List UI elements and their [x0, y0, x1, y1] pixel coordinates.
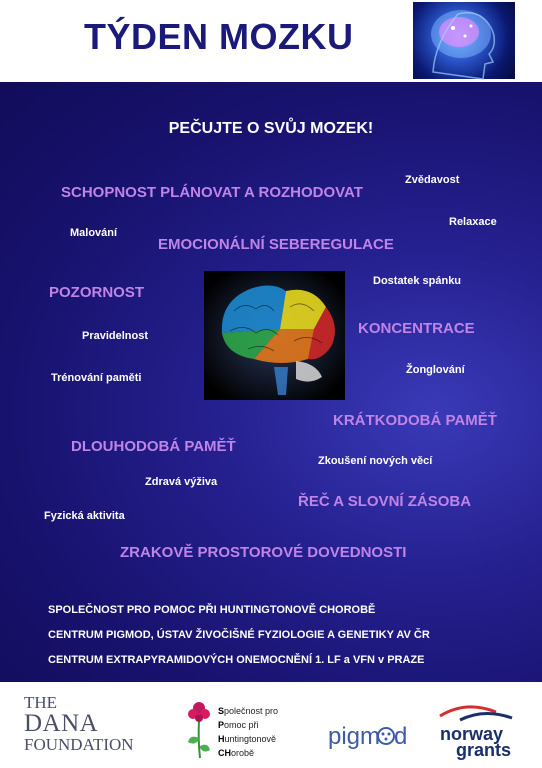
organizer-extrapyramidal: CENTRUM EXTRAPYRAMIDOVÝCH ONEMOCNĚNÍ 1. LF a VFN v PRAZE — [48, 654, 425, 666]
huntington-text: orobě — [231, 748, 255, 758]
organizer-pigmod: CENTRUM PIGMOD, ÚSTAV ŽIVOČIŠNÉ FYZIOLOGIE A GENETIKY AV ČR — [48, 629, 430, 641]
term-sleep: Dostatek spánku — [373, 275, 462, 287]
huntington-text: untingtonově — [224, 734, 277, 744]
header — [0, 0, 542, 82]
page-title: TÝDEN MOZKU — [84, 16, 354, 57]
term-regularity: Pravidelnost — [82, 330, 149, 342]
huntington-initial: CH — [218, 748, 231, 758]
dana-logo-line: THE — [24, 693, 58, 712]
term-relaxation: Relaxace — [449, 216, 497, 228]
organizer-huntington: SPOLEČNOST PRO POMOC PŘI HUNTINGTONOVĚ CHOROBĚ — [48, 604, 376, 616]
dana-foundation-logo — [24, 694, 134, 753]
norway-grants-logo — [436, 702, 520, 758]
grants-logo-word: grants — [456, 740, 512, 760]
huntington-text: omoc při — [224, 720, 259, 730]
term-speech-vocabulary: ŘEČ A SLOVNÍ ZÁSOBA — [298, 493, 472, 510]
term-juggling: Žonglování — [406, 364, 465, 376]
term-short-term-memory: KRÁTKODOBÁ PAMĚŤ — [333, 412, 497, 429]
svg-text:pigm: pigm — [328, 723, 381, 750]
huntington-text: polečnost pro — [224, 706, 279, 716]
dana-logo-line: FOUNDATION — [24, 735, 134, 754]
term-memory-training: Trénování paměti — [51, 372, 142, 384]
term-curiosity: Zvědavost — [405, 174, 460, 186]
huntington-initial: S — [218, 706, 225, 716]
term-physical-activity: Fyzická aktivita — [44, 510, 125, 522]
brain-illustration — [204, 271, 345, 400]
huntington-flower-icon — [186, 700, 212, 758]
poster-subtitle: PEČUJTE O SVŮJ MOZEK! — [168, 120, 374, 137]
brain-head-image — [413, 2, 515, 79]
term-long-term-memory: DLOUHODOBÁ PAMĚŤ — [71, 438, 236, 455]
term-new-things: Zkoušení nových věcí — [318, 455, 433, 467]
norway-logo-word: norway — [440, 724, 504, 744]
pigmod-logo — [328, 712, 408, 756]
term-emotional-regulation: EMOCIONÁLNÍ SEBEREGULACE — [158, 236, 394, 253]
huntington-initial: H — [218, 734, 225, 744]
term-painting: Malování — [70, 227, 118, 239]
term-attention: POZORNOST — [49, 284, 145, 301]
term-visuospatial-skills: ZRAKOVĚ PROSTOROVÉ DOVEDNOSTI — [120, 544, 407, 561]
term-planning: SCHOPNOST PLÁNOVAT A ROZHODOVAT — [61, 184, 363, 201]
huntington-society-logo — [218, 704, 278, 760]
term-concentration: KONCENTRACE — [358, 320, 475, 337]
huntington-initial: P — [218, 720, 225, 730]
term-healthy-diet: Zdravá výživa — [145, 476, 218, 488]
dana-logo-line: DANA — [24, 710, 99, 737]
svg-text:d: d — [394, 723, 408, 750]
